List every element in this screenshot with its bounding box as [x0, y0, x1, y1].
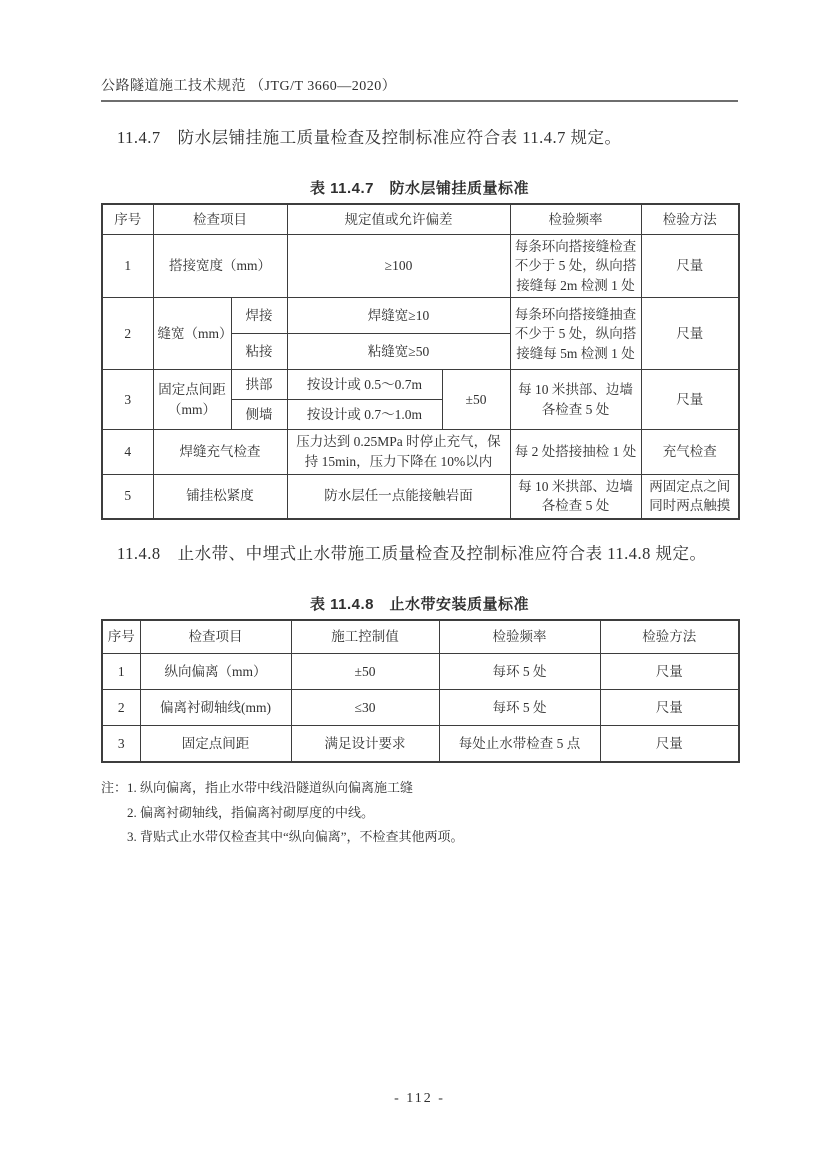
table-11-4-7: [101, 203, 740, 519]
t1-r1-freq: 每条环向搭接缝检查不少于 5 处，纵向搭接缝每 2m 检测 1 处: [510, 234, 641, 298]
t2-header-value: 施工控制值: [291, 620, 439, 654]
t1-r2-sub2-value: 粘缝宽≥50: [287, 334, 510, 370]
t1-header-item: 检查项目: [153, 204, 287, 234]
table-2-title: 表 11.4.8 止水带安装质量标准: [309, 595, 530, 613]
t1-r3-sub1-value: 按设计或 0.5～0.7m: [287, 370, 442, 400]
table-row: [102, 474, 739, 519]
t1-r5-item: 铺挂松紧度: [153, 474, 287, 519]
table-row: [102, 234, 739, 298]
t1-r3-sub2-value: 按设计或 0.7～1.0m: [287, 400, 442, 430]
t1-r1-value: ≥100: [287, 234, 510, 298]
paragraph-11-4-8: 11.4.8 止水带、中埋式止水带施工质量检查及控制标准应符合表 11.4.8 规定。: [117, 543, 707, 563]
t1-r2-item: 缝宽（mm）: [153, 298, 231, 370]
t2-header-method: 检验方法: [600, 620, 739, 654]
t1-r2-sub1-label: 焊接: [231, 298, 287, 334]
t1-r3-seq: 3: [102, 370, 153, 430]
notes-block: [101, 776, 738, 850]
notes-items: [127, 776, 738, 850]
t2-r2-method: 尺量: [600, 690, 739, 726]
t1-r4-item: 焊缝充气检查: [153, 430, 287, 474]
t1-r4-method: 充气检查: [641, 430, 739, 474]
t2-r1-seq: 1: [102, 654, 140, 690]
table-row: [102, 654, 739, 690]
table-row: [102, 430, 739, 474]
t1-header-method: 检验方法: [641, 204, 739, 234]
t2-r3-item: 固定点间距: [140, 726, 291, 762]
t1-r2-method: 尺量: [641, 298, 739, 370]
notes-label: 注：: [101, 779, 128, 795]
t2-r1-item: 纵向偏离（mm）: [140, 654, 291, 690]
header-rule: [101, 100, 738, 102]
t1-header-value: 规定值或允许偏差: [287, 204, 510, 234]
t2-r3-method: 尺量: [600, 726, 739, 762]
paragraph-11-4-7: 11.4.7 防水层铺挂施工质量检查及控制标准应符合表 11.4.7 规定。: [117, 128, 622, 147]
t1-r3-tolerance: ±50: [442, 370, 510, 430]
t1-r4-seq: 4: [102, 430, 153, 474]
t1-r2-freq: 每条环向搭接缝抽查不少于 5 处，纵向搭接缝每 5m 检测 1 处: [510, 298, 641, 370]
t1-r3-sub2-label: 侧墙: [231, 400, 287, 430]
t1-r1-seq: 1: [102, 234, 153, 298]
page-number: - 112 -: [394, 1091, 445, 1106]
table-row: [102, 204, 739, 234]
t2-r2-freq: 每环 5 处: [439, 690, 600, 726]
t1-r3-freq: 每 10 米拱部、边墙各检查 5 处: [510, 370, 641, 430]
t2-r2-value: ≤30: [291, 690, 439, 726]
t1-r3-item: 固定点间距（mm）: [153, 370, 231, 430]
t2-r3-seq: 3: [102, 726, 140, 762]
t1-r4-value: 压力达到 0.25MPa 时停止充气，保持 15min，压力下降在 10%以内: [287, 430, 510, 474]
t1-header-freq: 检验频率: [510, 204, 641, 234]
t2-r2-item: 偏离衬砌轴线(mm): [140, 690, 291, 726]
table-row: [102, 690, 739, 726]
t1-r1-item: 搭接宽度（mm）: [153, 234, 287, 298]
t2-r1-method: 尺量: [600, 654, 739, 690]
t1-r5-freq: 每 10 米拱部、边墙各检查 5 处: [510, 474, 641, 519]
t1-r2-sub2-label: 粘接: [231, 334, 287, 370]
table-row: [102, 726, 739, 762]
running-header: 公路隧道施工技术规范 （JTG/T 3660—2020）: [101, 79, 397, 94]
table-row: [102, 620, 739, 654]
t1-r2-seq: 2: [102, 298, 153, 370]
t1-r2-sub1-value: 焊缝宽≥10: [287, 298, 510, 334]
t1-r3-method: 尺量: [641, 370, 739, 430]
note-item: 2. 偏离衬砌轴线，指偏离衬砌厚度的中线。: [127, 804, 375, 820]
t2-r2-seq: 2: [102, 690, 140, 726]
t2-header-seq: 序号: [102, 620, 140, 654]
document-page: [101, 0, 738, 850]
t2-r1-value: ±50: [291, 654, 439, 690]
t2-header-item: 检查项目: [140, 620, 291, 654]
table-row: [102, 370, 739, 400]
t2-r3-freq: 每处止水带检查 5 点: [439, 726, 600, 762]
t1-header-seq: 序号: [102, 204, 153, 234]
t1-r1-method: 尺量: [641, 234, 739, 298]
t2-header-freq: 检验频率: [439, 620, 600, 654]
t2-r3-value: 满足设计要求: [291, 726, 439, 762]
note-item: 3. 背贴式止水带仅检查其中“纵向偏离”，不检查其他两项。: [127, 829, 464, 845]
table-row: [102, 298, 739, 334]
t1-r3-sub1-label: 拱部: [231, 370, 287, 400]
note-item: 1. 纵向偏离，指止水带中线沿隧道纵向偏离施工缝: [127, 779, 414, 795]
t1-r5-value: 防水层任一点能接触岩面: [287, 474, 510, 519]
table-11-4-8: [101, 619, 740, 763]
t1-r4-freq: 每 2 处搭接抽检 1 处: [510, 430, 641, 474]
t1-r5-seq: 5: [102, 474, 153, 519]
t1-r5-method: 两固定点之间同时两点触摸: [641, 474, 739, 519]
t2-r1-freq: 每环 5 处: [439, 654, 600, 690]
table-1-title: 表 11.4.7 防水层铺挂质量标准: [309, 180, 530, 198]
